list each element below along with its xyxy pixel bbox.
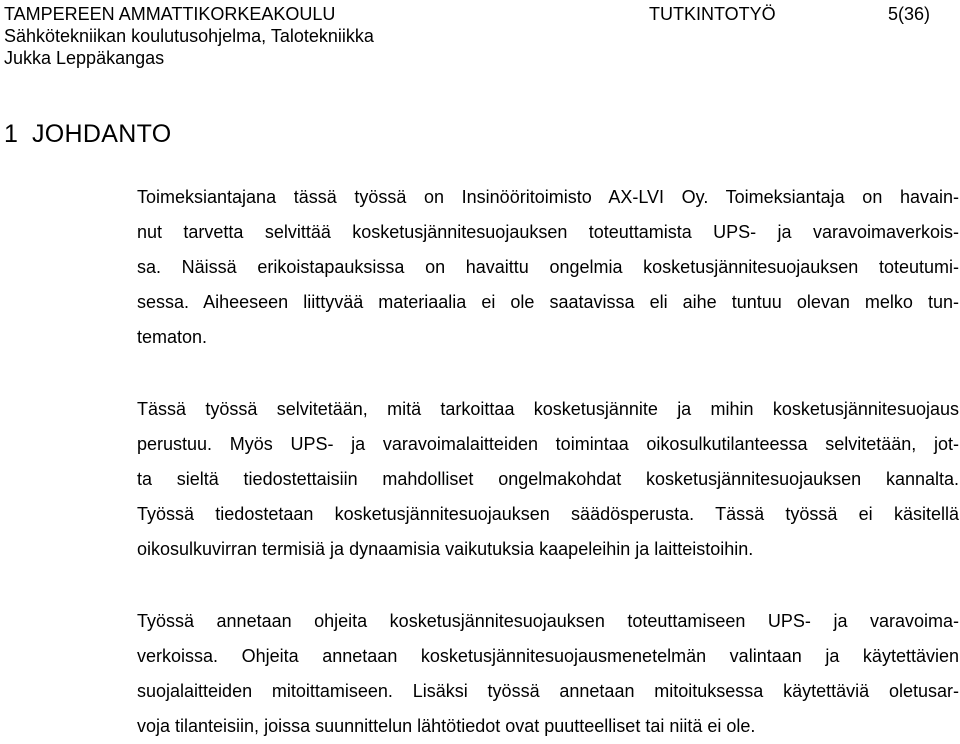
text-line: verkoissa. Ohjeita annetaan kosketusjännitesuojausmenetelmän valintaan ja käytettävien (137, 646, 959, 666)
chapter-number: 1 (4, 120, 19, 148)
header-row-3 (4, 47, 954, 69)
text-line: Työssä tiedostetaan kosketusjännitesuojauksen säädösperusta. Tässä työssä ei käsitellä (137, 504, 959, 524)
text-line: ta sieltä tiedostettaisiin mahdolliset ongelmakohdat kosketusjännitesuojauksen kannalta. (137, 469, 959, 489)
paragraph-1 (137, 180, 959, 355)
document-type: TUTKINTOTYÖ (649, 4, 776, 24)
degree-program: Sähkötekniikan koulutusohjelma, Talotekniikka (4, 26, 374, 46)
text-line: Tässä työssä selvitetään, mitä tarkoittaa kosketusjännite ja mihin kosketusjännitesuojaus (137, 399, 959, 419)
page-number: 5(36) (888, 4, 931, 24)
institution-name: TAMPEREEN AMMATTIKORKEAKOULU (4, 4, 336, 24)
text-line: nut tarvetta selvittää kosketusjännitesuojauksen toteuttamista UPS- ja varavoimaverkois- (137, 222, 959, 242)
text-line: sa. Näissä erikoistapauksissa on havaittu ongelmia kosketusjännitesuojauksen toteutumi- (137, 257, 959, 277)
chapter-heading (4, 120, 171, 149)
chapter-title: JOHDANTO (32, 120, 172, 148)
author-name: Jukka Leppäkangas (4, 48, 165, 68)
text-line: oikosulkuvirran termisiä ja dynaamisia vaikutuksia kaapeleihin ja laitteistoihin. (137, 539, 754, 559)
text-line: tematon. (137, 327, 208, 347)
text-line: perustuu. Myös UPS- ja varavoimalaitteiden toimintaa oikosulkutilanteessa selvitetään, jot- (137, 434, 959, 454)
paragraph-2 (137, 392, 959, 567)
text-line: suojalaitteiden mitoittamiseen. Lisäksi työssä annetaan mitoituksessa käytettäviä oletusar- (137, 681, 959, 701)
text-line: Työssä annetaan ohjeita kosketusjännitesuojauksen toteuttamiseen UPS- ja varavoima- (137, 611, 959, 631)
paragraph-3 (137, 604, 959, 744)
text-line: sessa. Aiheeseen liittyvää materiaalia ei ole saatavissa eli aihe tuntuu olevan melko tun- (137, 292, 959, 312)
text-line: voja tilanteisiin, joissa suunnittelun lähtötiedot ovat puutteelliset tai niitä ei ole. (137, 716, 756, 736)
text-line: Toimeksiantajana tässä työssä on Insinööritoimisto AX-LVI Oy. Toimeksiantaja on havain- (137, 187, 959, 207)
header-row-2 (4, 25, 954, 47)
page-header (4, 3, 954, 69)
header-row-1 (4, 3, 954, 25)
